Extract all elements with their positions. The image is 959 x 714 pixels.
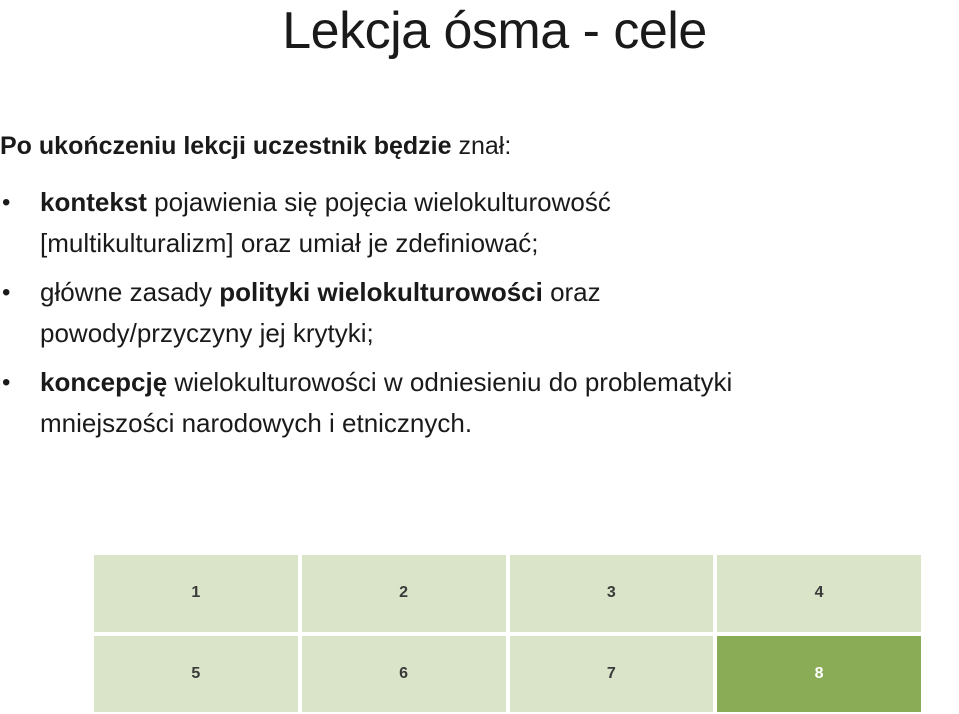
item-text-line2: mniejszości narodowych i etnicznych. xyxy=(40,408,473,438)
goals-list xyxy=(0,182,959,452)
item-keyword: koncepcję xyxy=(40,367,168,397)
lesson-cell-3[interactable]: 3 xyxy=(510,555,714,632)
item-keyword: kontekst xyxy=(40,187,147,217)
lesson-cell-6[interactable]: 6 xyxy=(302,636,506,713)
lesson-cell-5[interactable]: 5 xyxy=(94,636,298,713)
item-keyword: polityki wielokulturowości xyxy=(219,277,543,307)
lesson-cell-2[interactable]: 2 xyxy=(302,555,506,632)
lesson-cell-4[interactable]: 4 xyxy=(717,555,921,632)
item-text-line2: [multikulturalizm] oraz umiał je zdefiniować; xyxy=(40,228,539,258)
intro-normal: znał: xyxy=(458,132,512,160)
item-text-line2: powody/przyczyny jej krytyki; xyxy=(40,318,374,348)
intro-bold: Po ukończeniu lekcji uczestnik będzie xyxy=(0,132,452,160)
lesson-navigation-grid xyxy=(94,555,921,712)
list-item xyxy=(0,362,959,444)
slide-title: Lekcja ósma - cele xyxy=(282,2,707,60)
list-item xyxy=(0,272,959,354)
item-text: pojawienia się pojęcia wielokulturowość xyxy=(146,187,611,217)
item-text: wielokulturowości w odniesieniu do problematyki xyxy=(167,367,733,397)
lesson-cell-8[interactable]: 8 xyxy=(717,636,921,713)
list-item xyxy=(0,182,959,264)
intro-text xyxy=(0,130,511,162)
lesson-cell-7[interactable]: 7 xyxy=(510,636,714,713)
lesson-cell-1[interactable]: 1 xyxy=(94,555,298,632)
item-text: oraz xyxy=(542,277,601,307)
item-text-pre: główne zasady xyxy=(40,277,220,307)
